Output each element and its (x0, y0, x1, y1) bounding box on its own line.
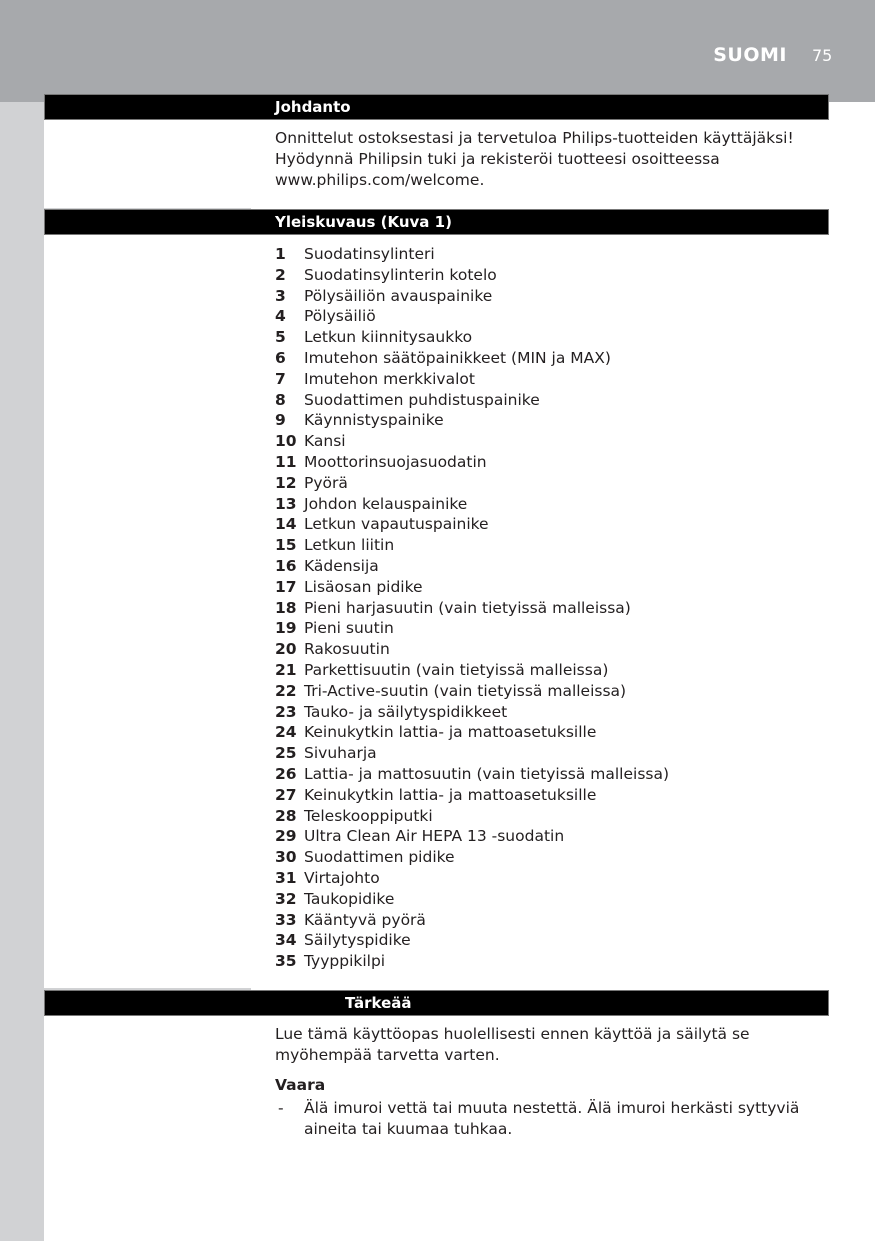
list-item (275, 306, 830, 327)
list-item-number: 19 (275, 619, 297, 638)
list-item-label: Tyyppikilpi (304, 952, 386, 971)
list-item (275, 410, 830, 431)
list-item-label: Pieni suutin (304, 619, 394, 638)
list-item-label: Keinukytkin lattia- ja mattoasetuksille (304, 723, 597, 742)
list-item-label: Suodattimen puhdistuspainike (304, 390, 540, 409)
list-item (275, 847, 830, 868)
list-item (275, 286, 830, 307)
list-item-number: 25 (275, 744, 297, 763)
list-item-label: Kädensija (304, 556, 379, 575)
list-item-label: Pyörä (304, 473, 348, 492)
list-item-label: Virtajohto (304, 868, 380, 887)
section-bar-important (44, 990, 829, 1016)
list-item-number: 21 (275, 660, 297, 679)
list-item (275, 868, 830, 889)
list-item-number: 4 (275, 307, 286, 326)
list-item-label: Suodatinsylinterin kotelo (304, 265, 497, 284)
list-item-label: Kääntyvä pyörä (304, 910, 426, 929)
list-item (275, 785, 830, 806)
language-label: SUOMI (713, 44, 787, 66)
list-item-label: Parkettisuutin (vain tietyissä malleissa) (304, 660, 609, 679)
list-item-label: Imutehon merkkivalot (304, 369, 475, 388)
list-item-number: 27 (275, 785, 297, 804)
list-item-label: Suodatinsylinteri (304, 245, 435, 263)
warning-heading: Vaara (275, 1076, 326, 1094)
list-item (275, 390, 830, 411)
section-bar-overview (44, 209, 829, 235)
list-item-number: 34 (275, 931, 297, 950)
warning-text: Älä imuroi vettä tai muuta nestettä. Älä imuroi herkästi syttyviä aineita tai kuumaa tuhkaa. (304, 1099, 800, 1138)
list-item-number: 1 (275, 245, 286, 263)
list-item-number: 30 (275, 848, 297, 867)
list-item-number: 8 (275, 390, 286, 409)
list-item (275, 244, 830, 265)
list-item-number: 23 (275, 702, 297, 721)
list-item-label: Pölysäiliön avauspainike (304, 286, 493, 305)
list-item-label: Tauko- ja säilytyspidikkeet (304, 702, 508, 721)
list-item-label: Säilytyspidike (304, 931, 411, 950)
list-item-number: 7 (275, 369, 286, 388)
list-item-label: Ultra Clean Air HEPA 13 -suodatin (304, 827, 565, 846)
list-item (275, 889, 830, 910)
list-item-number: 24 (275, 723, 297, 742)
section-title-overview: Yleiskuvaus (Kuva 1) (275, 213, 452, 231)
list-item-label: Tri-Active-suutin (vain tietyissä malleissa) (304, 681, 627, 700)
list-item-label: Pieni harjasuutin (vain tietyissä malleissa) (304, 598, 631, 617)
page-number: 75 (812, 46, 833, 65)
list-item (275, 764, 830, 785)
list-item (275, 930, 830, 951)
intro-margin-panel (44, 120, 251, 208)
list-item-number: 12 (275, 473, 297, 492)
list-item-label: Teleskooppiputki (304, 806, 433, 825)
list-item (275, 327, 830, 348)
list-item (275, 556, 830, 577)
list-item-number: 22 (275, 681, 297, 700)
list-item-number: 28 (275, 806, 297, 825)
list-item (275, 951, 830, 972)
list-item (275, 660, 830, 681)
list-item (275, 639, 830, 660)
list-item-number: 26 (275, 764, 297, 783)
list-item-number: 29 (275, 827, 297, 846)
list-item-label: Käynnistyspainike (304, 411, 444, 430)
list-item (275, 494, 830, 515)
list-item (275, 369, 830, 390)
important-text: Lue tämä käyttöopas huolellisesti ennen käyttöä ja säilytä se myöhempää tarvetta varten. (275, 1025, 750, 1064)
warning-item (275, 1098, 830, 1140)
list-item (275, 431, 830, 452)
important-margin-panel (44, 1016, 251, 1241)
list-item-label: Rakosuutin (304, 640, 390, 659)
list-item-number: 35 (275, 952, 297, 971)
list-item-label: Kansi (304, 432, 346, 451)
list-item-number: 33 (275, 910, 297, 929)
list-item (275, 702, 830, 723)
list-item-number: 2 (275, 265, 286, 284)
list-item-number: 15 (275, 536, 297, 555)
list-item-number: 16 (275, 556, 297, 575)
list-item-number: 17 (275, 577, 297, 596)
list-item-number: 18 (275, 598, 297, 617)
list-item-label: Taukopidike (304, 889, 395, 908)
list-item-number: 10 (275, 432, 297, 451)
warning-dash: - (278, 1099, 284, 1117)
list-item-number: 31 (275, 868, 297, 887)
list-item (275, 452, 830, 473)
list-item-label: Lattia- ja mattosuutin (vain tietyissä malleissa) (304, 764, 670, 783)
list-item (275, 598, 830, 619)
list-item-number: 3 (275, 286, 286, 305)
list-item (275, 806, 830, 827)
list-item-number: 20 (275, 640, 297, 659)
list-item-number: 32 (275, 889, 297, 908)
list-item-label: Lisäosan pidike (304, 577, 423, 596)
list-item (275, 743, 830, 764)
list-item-label: Letkun kiinnitysaukko (304, 328, 473, 347)
list-item (275, 535, 830, 556)
list-item-label: Suodattimen pidike (304, 848, 455, 867)
list-item-label: Pölysäiliö (304, 307, 376, 326)
list-item-label: Johdon kelauspainike (304, 494, 468, 513)
list-item (275, 826, 830, 847)
intro-text: Onnittelut ostoksestasi ja tervetuloa Philips-tuotteiden käyttäjäksi! Hyödynnä Philipsin tuki ja rekisteröi tuotteesi osoitteessa www.philips.com/welcome. (275, 129, 794, 189)
list-item (275, 577, 830, 598)
list-item-number: 6 (275, 348, 286, 367)
list-item-label: Imutehon säätöpainikkeet (MIN ja MAX) (304, 348, 611, 367)
list-item (275, 348, 830, 369)
list-item (275, 618, 830, 639)
list-item (275, 265, 830, 286)
list-item (275, 473, 830, 494)
list-item-number: 13 (275, 494, 297, 513)
list-item (275, 681, 830, 702)
section-bar-intro (44, 94, 829, 120)
list-item-label: Letkun vapautuspainike (304, 515, 489, 534)
list-item-label: Keinukytkin lattia- ja mattoasetuksille (304, 785, 597, 804)
list-item-number: 5 (275, 328, 286, 347)
list-item-number: 11 (275, 452, 297, 471)
list-item-number: 14 (275, 515, 297, 534)
overview-margin-panel (44, 235, 251, 988)
parts-list (275, 244, 830, 972)
list-item (275, 514, 830, 535)
list-item (275, 910, 830, 931)
list-item-label: Sivuharja (304, 744, 377, 763)
list-item-number: 9 (275, 411, 286, 430)
list-item (275, 722, 830, 743)
section-title-intro: Johdanto (275, 98, 351, 116)
list-item-label: Moottorinsuojasuodatin (304, 452, 487, 471)
list-item-label: Letkun liitin (304, 536, 395, 555)
section-title-important: Tärkeää (345, 994, 412, 1012)
